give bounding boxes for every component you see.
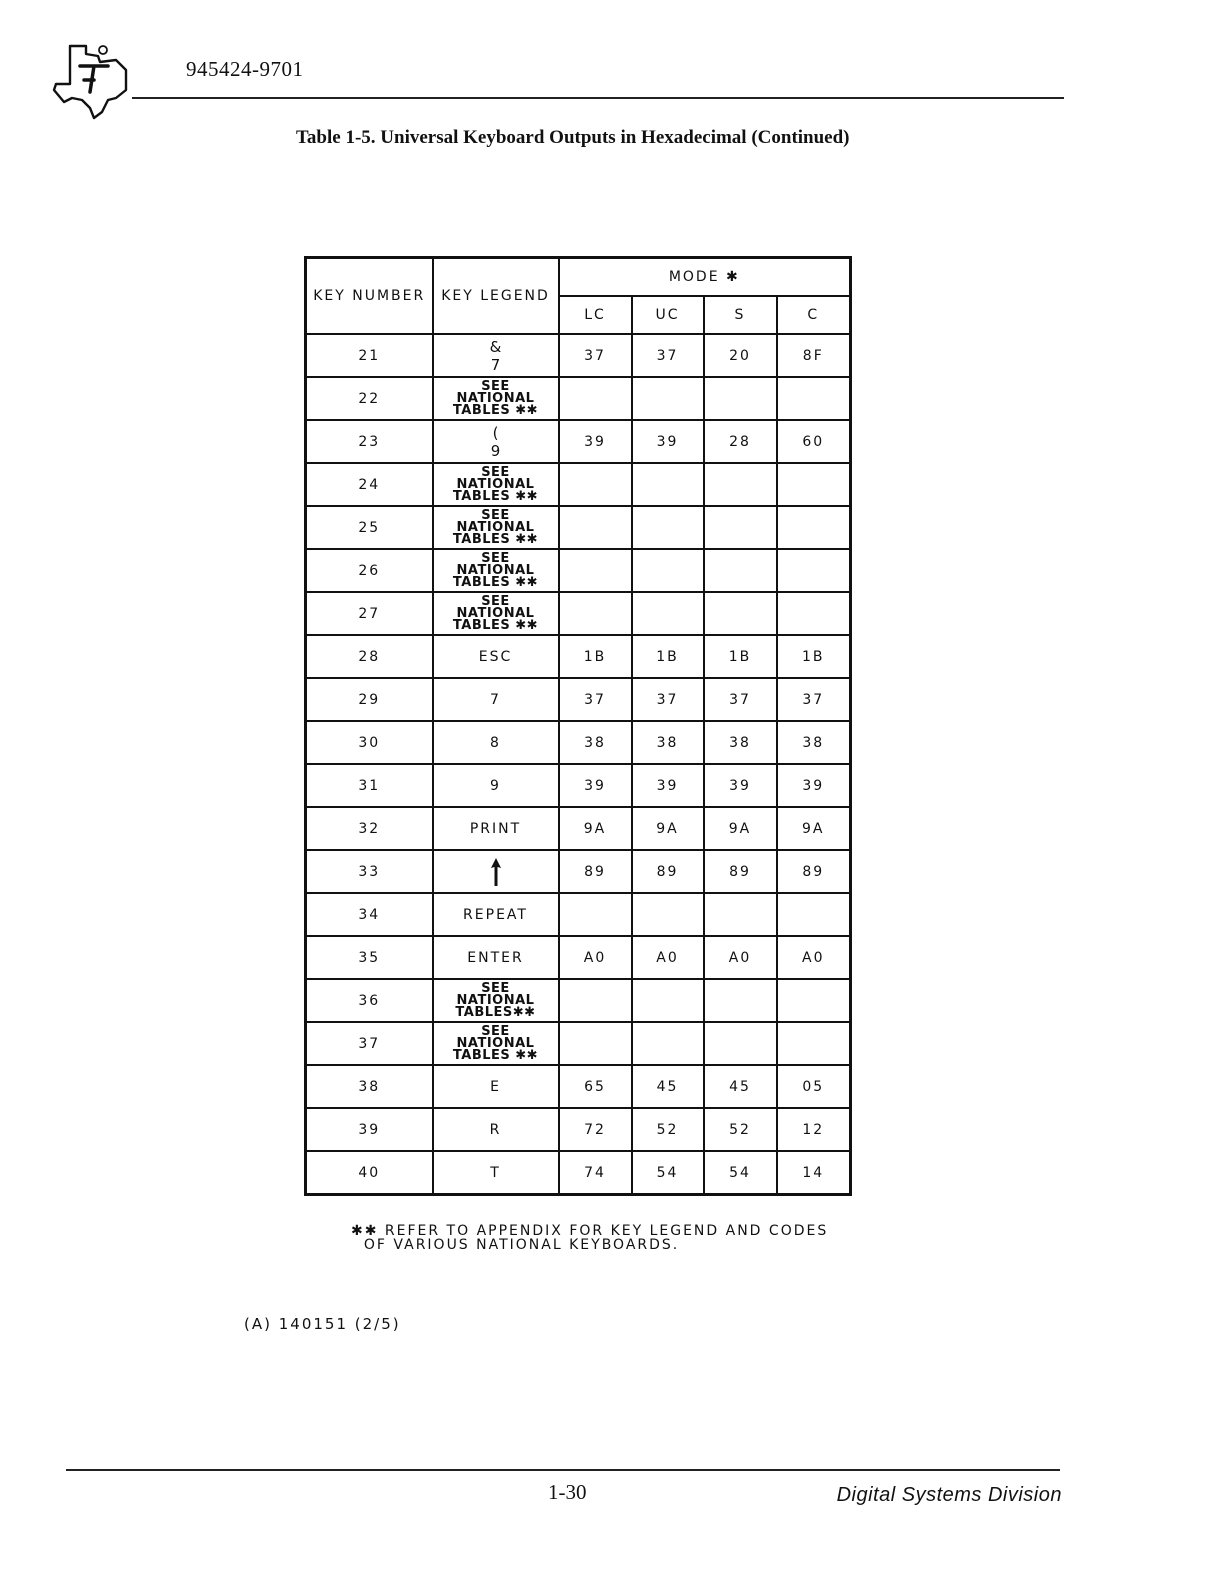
key-legend-cell (433, 678, 559, 721)
key-legend-line: NATIONAL (456, 562, 535, 578)
mode-s-cell: 54 (704, 1151, 777, 1195)
mode-uc-cell (632, 979, 704, 1022)
key-legend-cell (433, 420, 559, 463)
mode-lc-cell (559, 592, 632, 635)
mode-s-cell: 89 (704, 850, 777, 893)
footer-divider (66, 1469, 1060, 1471)
key-legend-line: NATIONAL (456, 476, 535, 492)
key-legend-cell (433, 721, 559, 764)
mode-c-cell: 12 (777, 1108, 851, 1151)
key-legend-line: 9 (490, 441, 501, 460)
key-number-cell: 38 (306, 1065, 433, 1108)
mode-c-cell: 1B (777, 635, 851, 678)
key-legend-line: NATIONAL (456, 519, 535, 535)
mode-uc-cell: 37 (632, 334, 704, 377)
mode-lc-cell (559, 549, 632, 592)
mode-s-cell: A0 (704, 936, 777, 979)
key-legend-line: NATIONAL (456, 992, 535, 1008)
mode-uc-cell (632, 463, 704, 506)
table-row (306, 463, 851, 506)
mode-s-cell: 9A (704, 807, 777, 850)
key-legend (434, 1079, 558, 1095)
table-row (306, 807, 851, 850)
table-row (306, 764, 851, 807)
key-legend-line: SEE (481, 378, 510, 394)
mode-s-cell (704, 1022, 777, 1065)
key-number-cell: 40 (306, 1151, 433, 1195)
key-legend-cell (433, 1151, 559, 1195)
footnote-line-2: OF VARIOUS NATIONAL KEYBOARDS. (363, 1237, 680, 1253)
mode-uc-cell: 9A (632, 807, 704, 850)
key-legend-cell (433, 1065, 559, 1108)
mode-c-cell: 39 (777, 764, 851, 807)
key-legend-line: TABLES ✱✱ (452, 531, 539, 547)
key-legend-line: REPEAT (463, 906, 528, 923)
up-arrow-icon (489, 857, 503, 887)
key-legend-line: TABLES ✱✱ (452, 574, 539, 590)
mode-uc-cell: 37 (632, 678, 704, 721)
mode-s-cell: 39 (704, 764, 777, 807)
mode-uc-cell (632, 506, 704, 549)
page-number: 1-30 (548, 1480, 587, 1504)
mode-c-cell (777, 463, 851, 506)
key-legend-line: TABLES ✱✱ (452, 1047, 539, 1063)
mode-c-cell: 14 (777, 1151, 851, 1195)
key-number-cell: 32 (306, 807, 433, 850)
key-number-cell: 27 (306, 592, 433, 635)
mode-lc-cell: 39 (559, 764, 632, 807)
keyboard-outputs-table (304, 256, 852, 1196)
table-row (306, 420, 851, 463)
key-legend-header: KEY LEGEND (433, 258, 559, 335)
key-legend-line: NATIONAL (456, 605, 535, 621)
key-legend-line: SEE (481, 464, 510, 480)
key-legend-line: E (490, 1078, 501, 1095)
header-divider (132, 97, 1064, 99)
key-legend (434, 950, 558, 966)
mode-lc-cell: A0 (559, 936, 632, 979)
mode-c-cell: 89 (777, 850, 851, 893)
mode-s-cell: 1B (704, 635, 777, 678)
mode-uc-cell (632, 377, 704, 420)
mode-c-cell: 37 (777, 678, 851, 721)
mode-uc-cell: 39 (632, 764, 704, 807)
key-legend-line: TABLES✱✱ (455, 1004, 536, 1020)
mode-col-s: S (704, 296, 777, 334)
mode-c-cell: 60 (777, 420, 851, 463)
mode-uc-cell: 38 (632, 721, 704, 764)
key-number-cell: 22 (306, 377, 433, 420)
key-legend-line: ( (492, 423, 499, 442)
table-row (306, 893, 851, 936)
table-row (306, 721, 851, 764)
mode-c-cell: 38 (777, 721, 851, 764)
mode-c-cell: 8F (777, 334, 851, 377)
key-legend-line: 7 (490, 355, 501, 374)
mode-c-cell: 9A (777, 807, 851, 850)
mode-uc-cell: 89 (632, 850, 704, 893)
key-legend-cell (433, 334, 559, 377)
mode-s-cell (704, 893, 777, 936)
mode-c-cell: 05 (777, 1065, 851, 1108)
texas-instruments-logo-icon (46, 40, 132, 122)
key-legend (434, 735, 558, 751)
mode-uc-cell (632, 592, 704, 635)
key-legend-cell (433, 635, 559, 678)
mode-c-cell (777, 893, 851, 936)
key-number-header: KEY NUMBER (306, 258, 433, 335)
mode-uc-cell: 52 (632, 1108, 704, 1151)
mode-lc-cell (559, 506, 632, 549)
key-number-cell: 36 (306, 979, 433, 1022)
key-legend-cell (433, 979, 559, 1022)
mode-s-cell (704, 592, 777, 635)
key-legend-line: 8 (490, 734, 501, 751)
key-legend (434, 464, 558, 504)
mode-header: MODE ✱ (559, 258, 851, 297)
mode-lc-cell: 38 (559, 721, 632, 764)
key-legend-cell (433, 506, 559, 549)
mode-c-cell (777, 979, 851, 1022)
key-number-cell: 33 (306, 850, 433, 893)
mode-lc-cell: 9A (559, 807, 632, 850)
mode-c-cell (777, 549, 851, 592)
key-legend-line: SEE (481, 980, 510, 996)
mode-uc-cell: 1B (632, 635, 704, 678)
mode-lc-cell (559, 979, 632, 1022)
key-number-cell: 37 (306, 1022, 433, 1065)
mode-c-cell: A0 (777, 936, 851, 979)
key-legend (434, 507, 558, 547)
footnote (351, 1224, 828, 1252)
mode-lc-cell: 39 (559, 420, 632, 463)
key-legend-line: TABLES ✱✱ (452, 402, 539, 418)
mode-uc-cell: 54 (632, 1151, 704, 1195)
key-legend-line: & (489, 337, 502, 356)
mode-c-cell (777, 1022, 851, 1065)
mode-lc-cell: 65 (559, 1065, 632, 1108)
mode-uc-cell: A0 (632, 936, 704, 979)
key-legend (434, 980, 558, 1020)
mode-uc-cell: 39 (632, 420, 704, 463)
document-number: 945424-9701 (186, 57, 304, 81)
key-number-cell: 31 (306, 764, 433, 807)
division-name: Digital Systems Division (836, 1484, 1062, 1506)
mode-lc-cell: 37 (559, 678, 632, 721)
key-number-cell: 21 (306, 334, 433, 377)
key-legend (434, 338, 558, 374)
key-legend-line: SEE (481, 550, 510, 566)
key-legend-line: SEE (481, 507, 510, 523)
table-row (306, 979, 851, 1022)
mode-col-uc: UC (632, 296, 704, 334)
key-legend-cell (433, 463, 559, 506)
key-legend-line: PRINT (469, 820, 522, 837)
mode-col-c: C (777, 296, 851, 334)
key-legend-cell (433, 549, 559, 592)
mode-lc-cell: 74 (559, 1151, 632, 1195)
mode-s-cell (704, 506, 777, 549)
key-number-cell: 24 (306, 463, 433, 506)
mode-lc-cell: 89 (559, 850, 632, 893)
mode-s-cell (704, 549, 777, 592)
table-row (306, 850, 851, 893)
mode-s-cell: 28 (704, 420, 777, 463)
table-row (306, 1151, 851, 1195)
key-legend-line: T (490, 1164, 501, 1181)
key-legend-cell (433, 893, 559, 936)
key-legend-line: SEE (481, 593, 510, 609)
key-legend (434, 424, 558, 460)
key-number-cell: 30 (306, 721, 433, 764)
key-legend (434, 378, 558, 418)
key-legend-cell (433, 850, 559, 893)
table-row (306, 506, 851, 549)
mode-uc-cell (632, 893, 704, 936)
key-legend-cell (433, 764, 559, 807)
mode-c-cell (777, 377, 851, 420)
footnote-line-1: ✱✱ REFER TO APPENDIX FOR KEY LEGEND AND CODES (351, 1223, 829, 1239)
mode-lc-cell: 37 (559, 334, 632, 377)
key-legend (434, 821, 558, 837)
key-legend-line: ENTER (467, 949, 524, 966)
mode-s-cell: 45 (704, 1065, 777, 1108)
key-legend-line: NATIONAL (456, 390, 535, 406)
table-title: Table 1-5. Universal Keyboard Outputs in Hexadecimal (Continued) (296, 127, 850, 148)
key-legend-cell (433, 592, 559, 635)
mode-s-cell: 52 (704, 1108, 777, 1151)
key-number-cell: 25 (306, 506, 433, 549)
key-legend-line: 7 (490, 691, 501, 708)
table-row (306, 1065, 851, 1108)
table-row (306, 1022, 851, 1065)
key-number-cell: 34 (306, 893, 433, 936)
mode-s-cell (704, 979, 777, 1022)
key-legend (434, 692, 558, 708)
table-row (306, 936, 851, 979)
mode-lc-cell (559, 893, 632, 936)
mode-col-lc: LC (559, 296, 632, 334)
key-legend (434, 649, 558, 665)
key-number-cell: 23 (306, 420, 433, 463)
key-number-cell: 35 (306, 936, 433, 979)
mode-s-cell (704, 377, 777, 420)
key-legend-line: R (489, 1121, 502, 1138)
key-legend-line: SEE (481, 1023, 510, 1039)
mode-c-cell (777, 592, 851, 635)
key-legend-cell (433, 1108, 559, 1151)
mode-lc-cell: 1B (559, 635, 632, 678)
mode-c-cell (777, 506, 851, 549)
mode-s-cell: 20 (704, 334, 777, 377)
key-legend-cell (433, 1022, 559, 1065)
key-legend (434, 593, 558, 633)
key-number-cell: 26 (306, 549, 433, 592)
table-row (306, 334, 851, 377)
key-legend-line: NATIONAL (456, 1035, 535, 1051)
key-legend-line: ESC (478, 648, 513, 665)
key-legend (434, 907, 558, 923)
key-legend-line: TABLES ✱✱ (452, 488, 539, 504)
mode-uc-cell (632, 549, 704, 592)
key-legend-line: 9 (490, 777, 501, 794)
key-number-cell: 28 (306, 635, 433, 678)
key-legend-cell (433, 936, 559, 979)
key-legend (434, 1122, 558, 1138)
mode-uc-cell (632, 1022, 704, 1065)
table-row (306, 1108, 851, 1151)
key-legend (434, 550, 558, 590)
mode-lc-cell (559, 463, 632, 506)
mode-lc-cell (559, 377, 632, 420)
mode-s-cell: 37 (704, 678, 777, 721)
mode-uc-cell: 45 (632, 1065, 704, 1108)
key-legend (434, 778, 558, 794)
mode-s-cell (704, 463, 777, 506)
key-legend (434, 1165, 558, 1181)
table-row (306, 635, 851, 678)
mode-lc-cell (559, 1022, 632, 1065)
figure-id: (A) 140151 (2/5) (244, 1315, 401, 1333)
key-legend-line: TABLES ✱✱ (452, 617, 539, 633)
key-legend-cell (433, 807, 559, 850)
table-row (306, 549, 851, 592)
key-legend-cell (433, 377, 559, 420)
mode-s-cell: 38 (704, 721, 777, 764)
key-legend (434, 1023, 558, 1063)
table-row (306, 678, 851, 721)
mode-lc-cell: 72 (559, 1108, 632, 1151)
table-row (306, 377, 851, 420)
key-number-cell: 29 (306, 678, 433, 721)
table-row (306, 592, 851, 635)
key-number-cell: 39 (306, 1108, 433, 1151)
